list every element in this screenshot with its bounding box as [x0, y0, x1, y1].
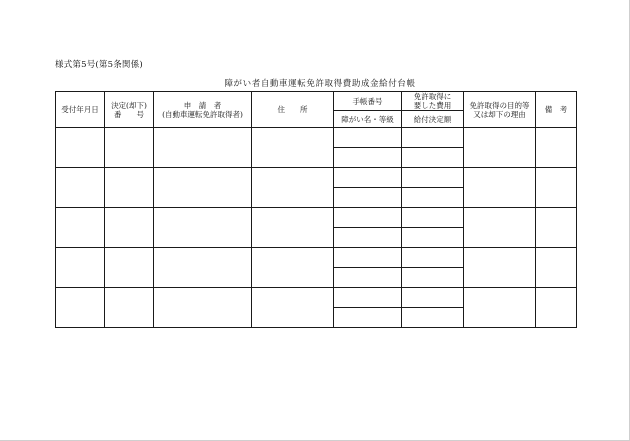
cell-decision-number[interactable] — [105, 208, 154, 248]
cell-payment-decision-amount[interactable] — [402, 188, 464, 208]
header-payment-decision-amount: 給付決定額 — [402, 111, 464, 128]
header-decision-number: 決定(却下) 番 号 — [105, 92, 154, 128]
cell-handbook-number[interactable] — [334, 168, 402, 188]
table-row — [56, 208, 577, 228]
table-row — [56, 168, 577, 188]
cell-address[interactable] — [252, 168, 334, 208]
header-handbook-number: 手帳番号 — [334, 92, 402, 111]
cell-payment-decision-amount[interactable] — [402, 148, 464, 168]
table-row — [56, 248, 577, 268]
cell-remarks[interactable] — [536, 128, 577, 168]
cell-address[interactable] — [252, 128, 334, 168]
cell-reception-date[interactable] — [56, 288, 105, 328]
cell-remarks[interactable] — [536, 168, 577, 208]
ledger-table — [55, 91, 577, 328]
header-license-cost: 免許取得に 要した費用 — [402, 92, 464, 111]
cell-address[interactable] — [252, 248, 334, 288]
cell-license-cost[interactable] — [402, 208, 464, 228]
cell-applicant[interactable] — [154, 248, 252, 288]
cell-remarks[interactable] — [536, 208, 577, 248]
cell-reception-date[interactable] — [56, 128, 105, 168]
table-row — [56, 288, 577, 308]
cell-disability-name-grade[interactable] — [334, 188, 402, 208]
cell-remarks[interactable] — [536, 288, 577, 328]
header-reception-date: 受付年月日 — [56, 92, 105, 128]
cell-payment-decision-amount[interactable] — [402, 228, 464, 248]
cell-purpose[interactable] — [464, 168, 536, 208]
cell-license-cost[interactable] — [402, 248, 464, 268]
cell-handbook-number[interactable] — [334, 248, 402, 268]
cell-disability-name-grade[interactable] — [334, 308, 402, 328]
cell-reception-date[interactable] — [56, 208, 105, 248]
cell-applicant[interactable] — [154, 288, 252, 328]
header-remarks: 備 考 — [536, 92, 577, 128]
cell-address[interactable] — [252, 288, 334, 328]
header-applicant: 申 請 者 (自動車運転免許取得者) — [154, 92, 252, 128]
cell-license-cost[interactable] — [402, 168, 464, 188]
cell-purpose[interactable] — [464, 208, 536, 248]
page-title: 障がい者自動車運転免許取得費助成金給付台帳 — [224, 79, 416, 89]
form-reference: 様式第5号(第5条関係) — [55, 60, 143, 70]
cell-purpose[interactable] — [464, 288, 536, 328]
cell-reception-date[interactable] — [56, 168, 105, 208]
cell-decision-number[interactable] — [105, 288, 154, 328]
cell-remarks[interactable] — [536, 248, 577, 288]
cell-applicant[interactable] — [154, 168, 252, 208]
cell-purpose[interactable] — [464, 248, 536, 288]
cell-decision-number[interactable] — [105, 128, 154, 168]
header-row-top — [56, 92, 577, 111]
table-row — [56, 128, 577, 148]
cell-disability-name-grade[interactable] — [334, 268, 402, 288]
cell-address[interactable] — [252, 208, 334, 248]
cell-license-cost[interactable] — [402, 288, 464, 308]
cell-handbook-number[interactable] — [334, 128, 402, 148]
header-disability-name-grade: 障がい名・等級 — [334, 111, 402, 128]
cell-disability-name-grade[interactable] — [334, 148, 402, 168]
cell-license-cost[interactable] — [402, 128, 464, 148]
cell-applicant[interactable] — [154, 208, 252, 248]
cell-decision-number[interactable] — [105, 168, 154, 208]
cell-handbook-number[interactable] — [334, 208, 402, 228]
cell-decision-number[interactable] — [105, 248, 154, 288]
cell-disability-name-grade[interactable] — [334, 228, 402, 248]
cell-applicant[interactable] — [154, 128, 252, 168]
cell-reception-date[interactable] — [56, 248, 105, 288]
cell-purpose[interactable] — [464, 128, 536, 168]
cell-payment-decision-amount[interactable] — [402, 308, 464, 328]
header-address: 住 所 — [252, 92, 334, 128]
cell-handbook-number[interactable] — [334, 288, 402, 308]
cell-payment-decision-amount[interactable] — [402, 268, 464, 288]
header-purpose: 免許取得の目的等 又は却下の理由 — [464, 92, 536, 128]
